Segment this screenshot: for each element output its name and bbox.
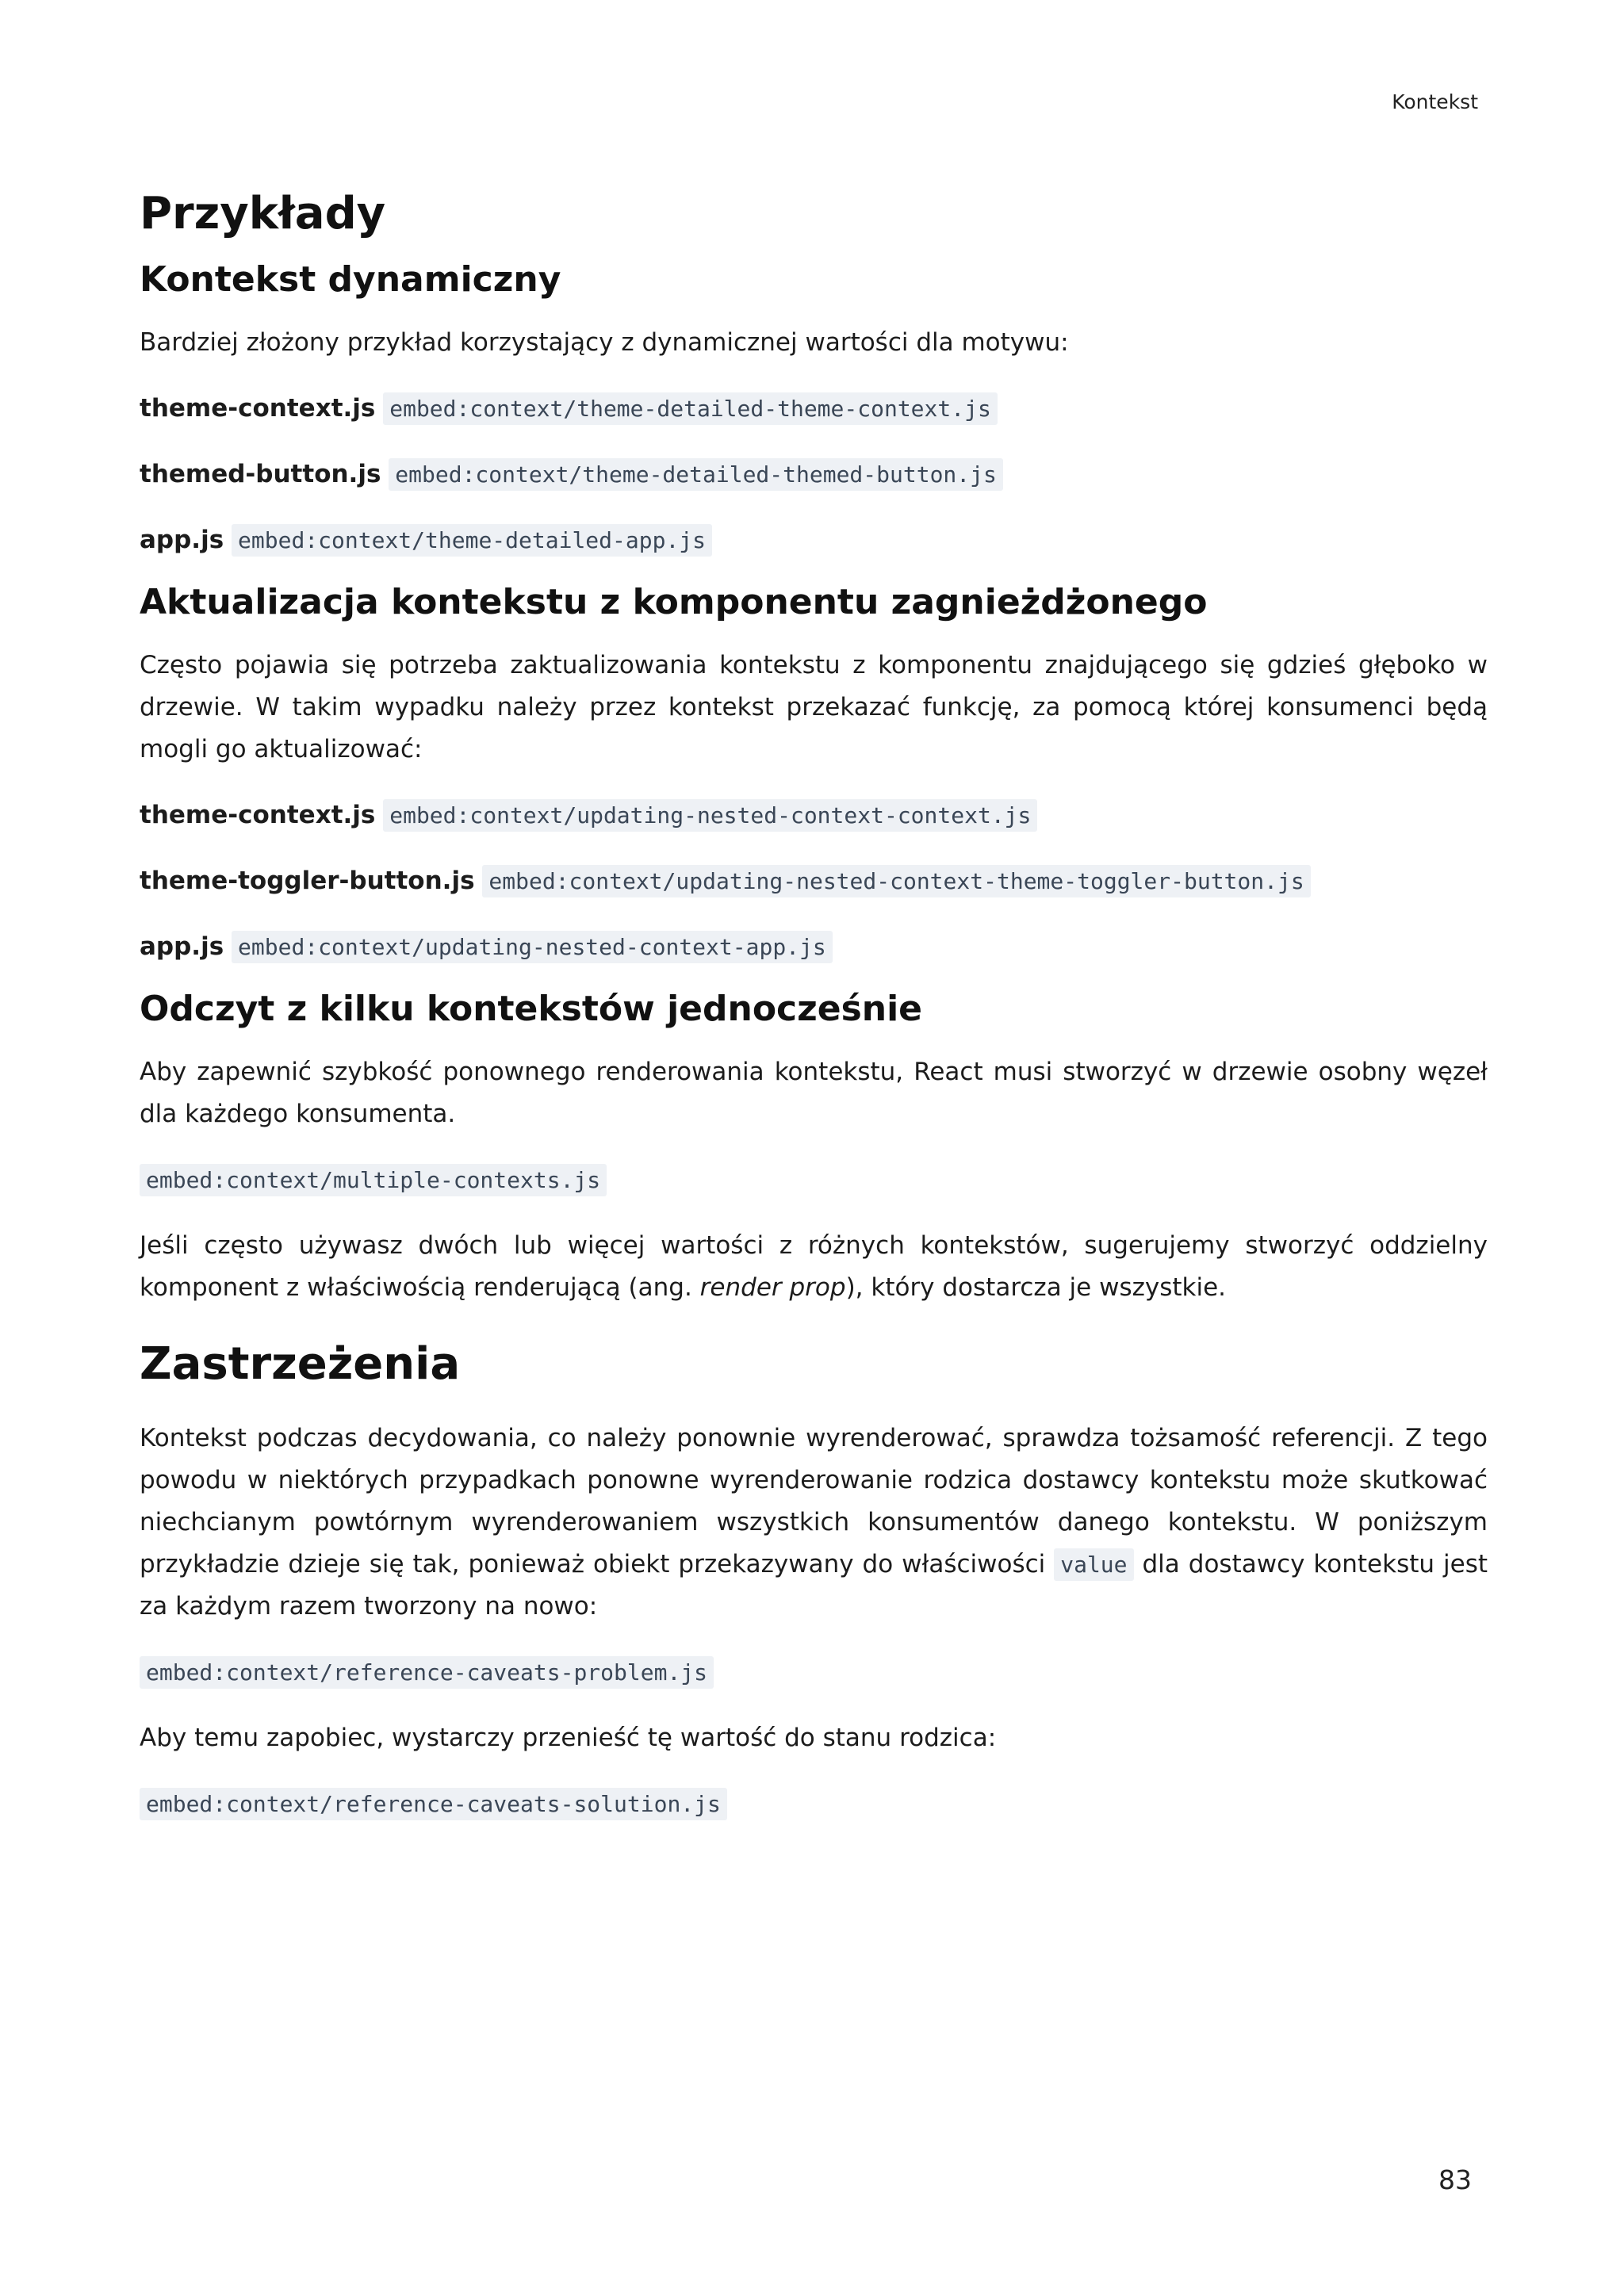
section-title-examples: Przykłady: [140, 188, 386, 239]
section-title-caveats: Zastrzeżenia: [140, 1337, 461, 1390]
file-entry: [140, 519, 1488, 561]
embed-code: embed:context/reference-caveats-solution.js: [140, 1788, 727, 1820]
multiple-intro: Aby zapewnić szybkość ponownego renderowania kontekstu, React musi stworzyć w drzewie osobny węzeł dla każdego konsumenta.: [140, 1057, 1488, 1128]
embed-block: [140, 1159, 1488, 1201]
caveats-text-after: dla dostawcy kontekstu jest za każdym razem tworzony na nowo:: [140, 1549, 1488, 1621]
file-name: themed-button.js: [140, 459, 381, 488]
file-entry: [140, 794, 1488, 836]
page-number: 83: [1438, 2164, 1472, 2195]
file-name: theme-context.js: [140, 393, 376, 423]
outro-text-after: ), który dostarcza je wszystkie.: [845, 1272, 1227, 1302]
subsection-title-dynamic: Kontekst dynamiczny: [140, 259, 561, 300]
embed-code: embed:context/theme-detailed-themed-button.js: [389, 458, 1003, 491]
caveats-paragraph: [140, 1418, 1488, 1628]
file-name: app.js: [140, 932, 224, 961]
caveats-text-before: Kontekst podczas decydowania, co należy ponownie wyrenderować, sprawdza tożsamość referencji. Z tego powodu w niektórych przypadkach ponowne wyrenderowanie rodzica dostawcy kontekstu może skutkować niechcianym powtórnym wyrenderowaniem wszystkich konsumentów danego kontekstu. W poniższym przykładzie dzieje się tak, ponieważ obiekt przekazywany do właściwości: [140, 1423, 1488, 1578]
file-entry: [140, 453, 1488, 496]
file-entry: [140, 388, 1488, 430]
outro-emphasis: render prop: [699, 1272, 846, 1302]
embed-code: embed:context/reference-caveats-problem.js: [140, 1656, 714, 1689]
running-header: Kontekst: [1392, 90, 1478, 113]
subsection-title-multiple: Odczyt z kilku kontekstów jednocześnie: [140, 988, 923, 1029]
embed-code: embed:context/updating-nested-context-app.js: [232, 931, 833, 963]
file-name: theme-context.js: [140, 800, 376, 829]
nested-intro: Często pojawia się potrzeba zaktualizowania kontekstu z komponentu znajdującego się gdzieś głęboko w drzewie. W takim wypadku należy przez kontekst przekazać funkcję, za pomocą której konsumenci będą mogli go aktualizować:: [140, 650, 1488, 763]
outro-text-before: Jeśli często używasz dwóch lub więcej wartości z różnych kontekstów, sugerujemy stworzyć oddzielny komponent z właściwością renderującą (ang.: [140, 1230, 1488, 1302]
file-name: app.js: [140, 525, 224, 554]
embed-code: embed:context/theme-detailed-app.js: [232, 524, 712, 557]
dynamic-intro: Bardziej złożony przykład korzystający z dynamicznej wartości dla motywu:: [140, 327, 1069, 357]
embed-block: [140, 1651, 1488, 1693]
embed-block: [140, 1783, 1488, 1825]
caveats-solution-text: Aby temu zapobiec, wystarczy przenieść tę wartość do stanu rodzica:: [140, 1723, 997, 1752]
embed-code: embed:context/updating-nested-context-context.js: [383, 799, 1037, 832]
inline-code-value: value: [1054, 1548, 1133, 1581]
embed-code: embed:context/updating-nested-context-theme-toggler-button.js: [482, 865, 1310, 897]
file-entry: [140, 860, 1488, 902]
multiple-outro: [140, 1225, 1488, 1309]
embed-code: embed:context/theme-detailed-theme-context.js: [383, 392, 998, 425]
main-content: [140, 187, 1488, 1825]
file-entry: [140, 926, 1488, 968]
embed-code: embed:context/multiple-contexts.js: [140, 1164, 607, 1196]
subsection-title-nested: Aktualizacja kontekstu z komponentu zagnieżdżonego: [140, 581, 1208, 622]
file-name: theme-toggler-button.js: [140, 866, 475, 895]
